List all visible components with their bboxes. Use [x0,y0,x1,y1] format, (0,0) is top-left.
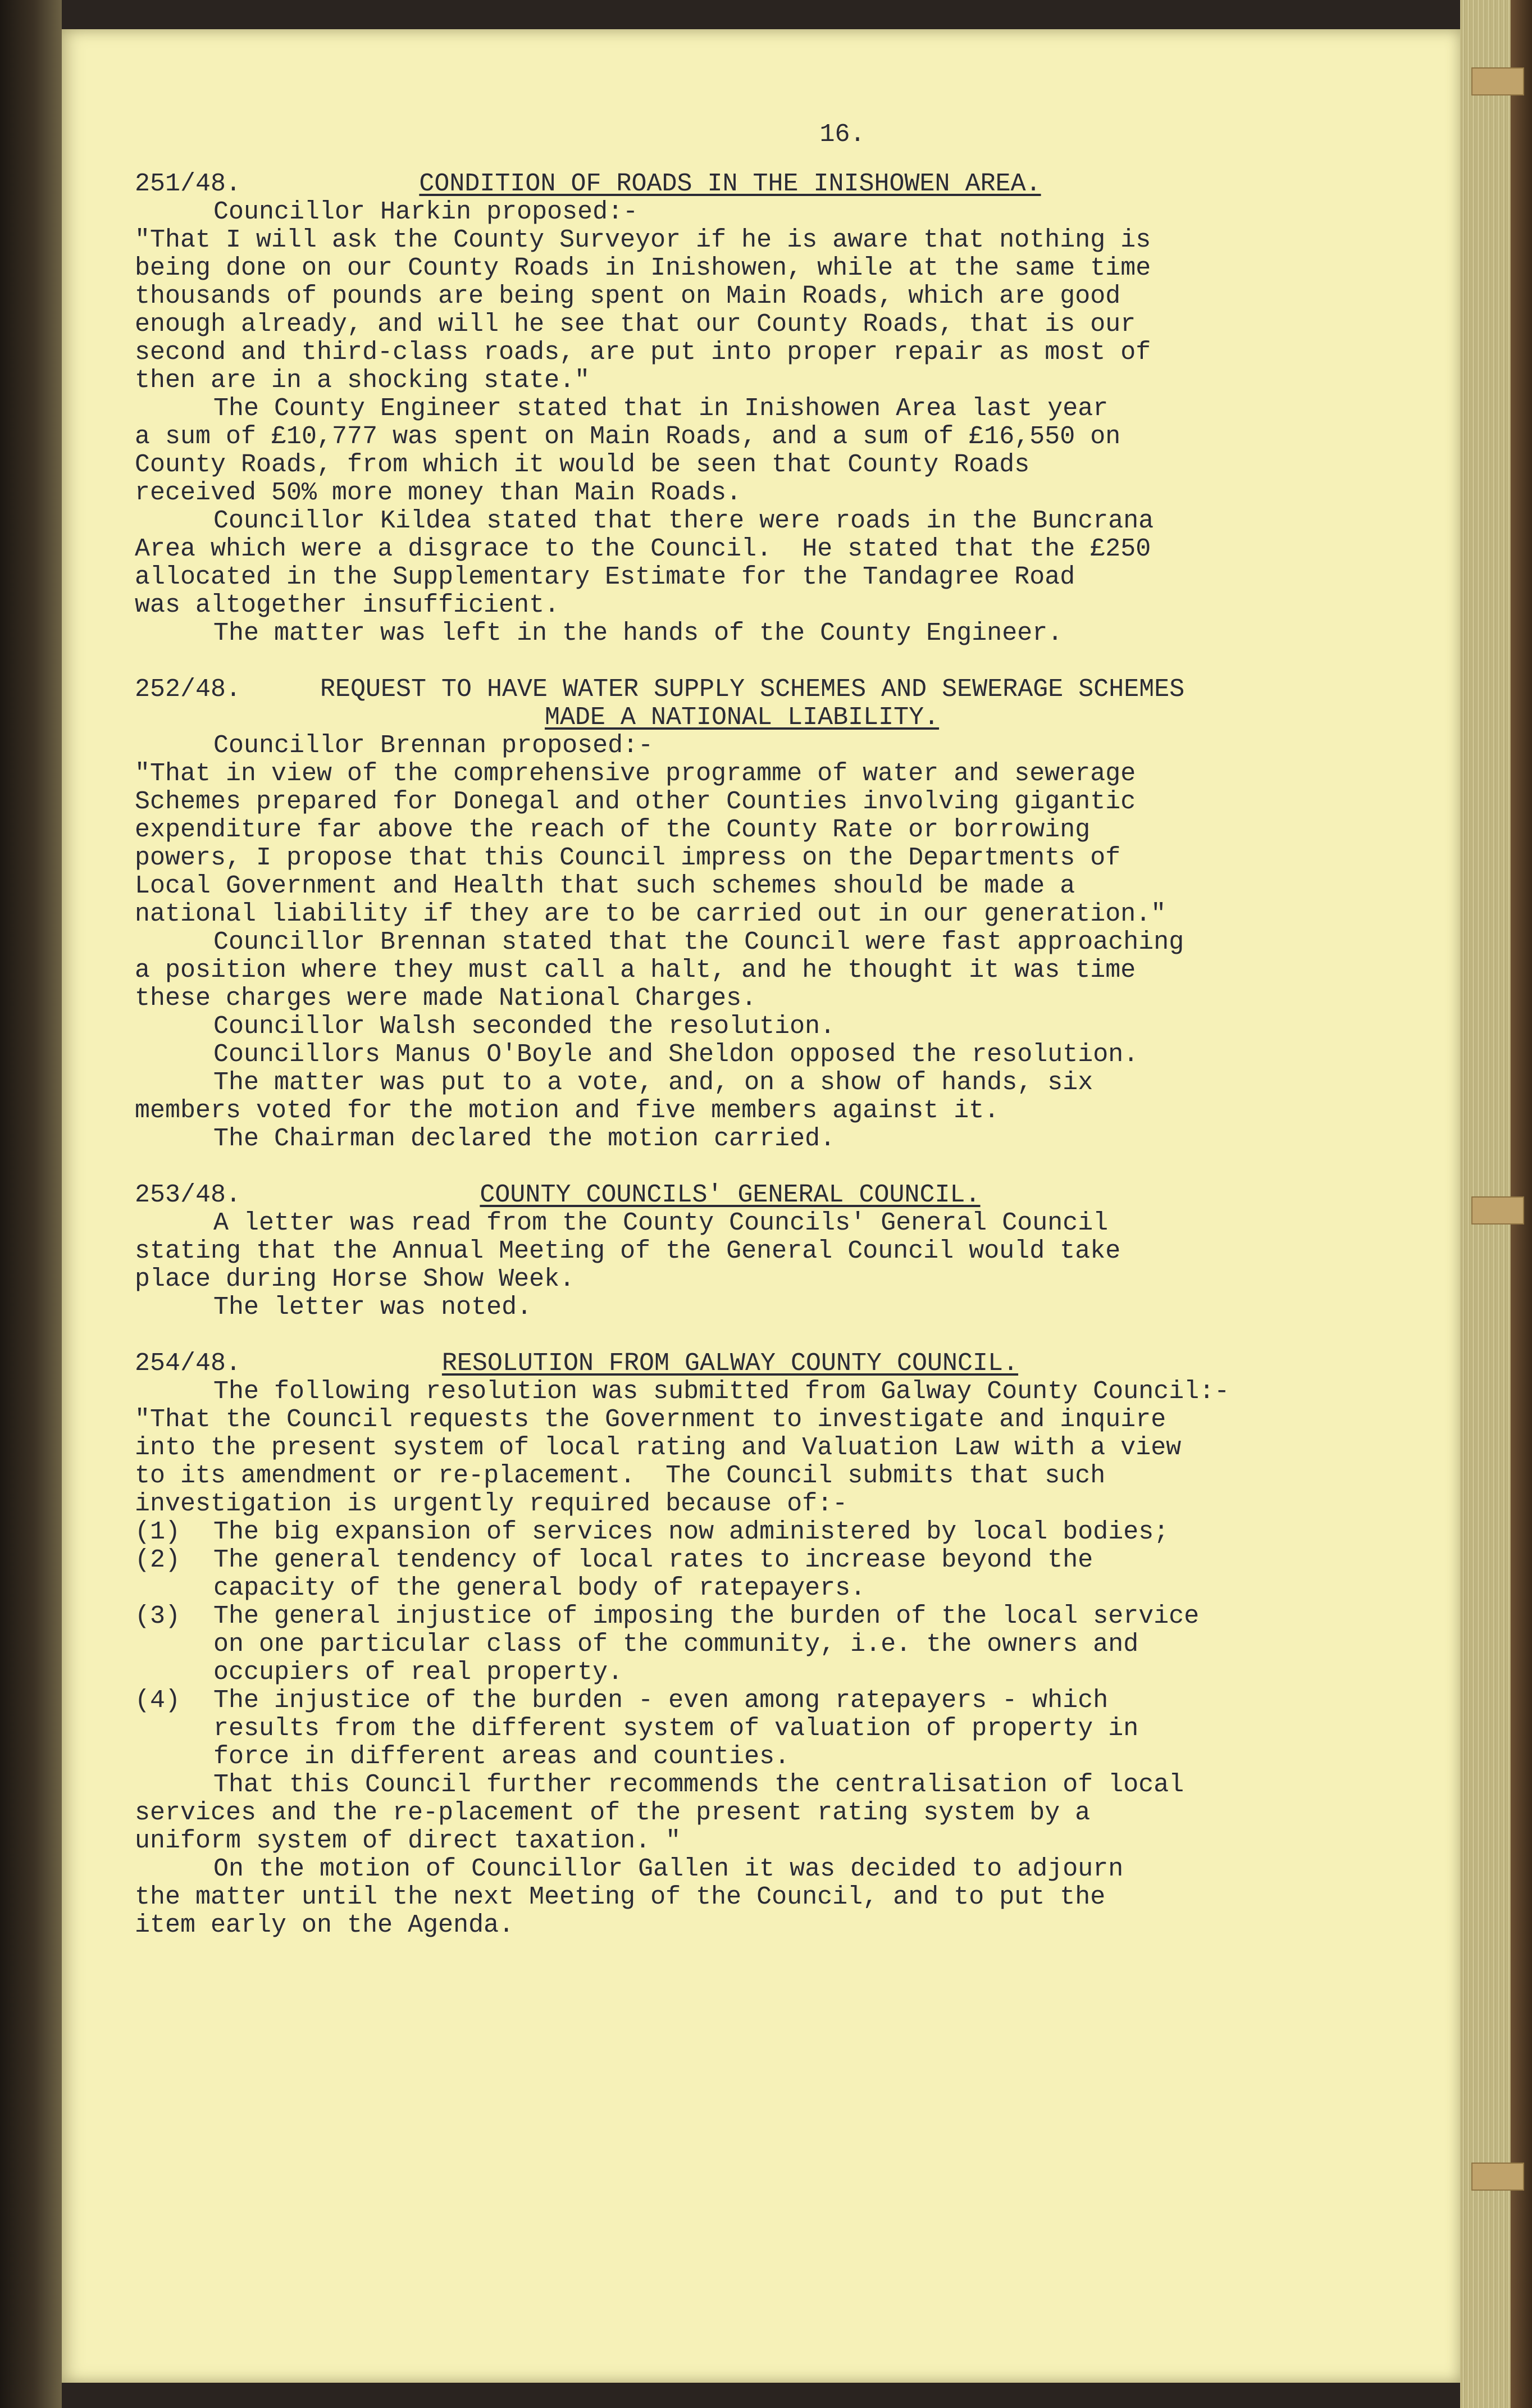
minute-251 [135,170,1381,648]
text-line: Councillor Kildea stated that there were roads in the Buncrana [213,507,1154,535]
list-number: (3) [135,1602,181,1631]
text-line: a sum of £10,777 was spent on Main Roads, and a sum of £16,550 on [135,422,1121,451]
text-line: The matter was put to a vote, and, on a show of hands, six [213,1068,1093,1097]
minute-ref: 252/48. [135,675,241,704]
text-line: second and third-class roads, are put into proper repair as most of [135,338,1151,367]
text-line: being done on our County Roads in Inishowen, while at the same time [135,254,1151,283]
minute-ref: 251/48. [135,170,241,198]
text-line: That this Council further recommends the centralisation of local [213,1770,1184,1799]
list-text: The injustice of the burden - even among ratepayers - which results from the different system of valuation of property in force in different areas and counties. [213,1686,1139,1771]
left-binding-shadow [0,0,62,2408]
minute-252 [135,676,1381,1153]
text-line: members voted for the motion and five members against it. [135,1096,1000,1125]
text-line: was altogether insufficient. [135,591,560,620]
text-line: A letter was read from the County Councils' General Council [213,1209,1109,1237]
list-item [135,1603,1381,1687]
text-line: item early on the Agenda. [135,1911,514,1940]
text-line: The County Engineer stated that in Inishowen Area last year [213,394,1109,423]
text-line: Councillor Brennan proposed:- [213,731,654,760]
minute-ref: 253/48. [135,1181,241,1209]
text-line: services and the re-placement of the present rating system by a [135,1799,1091,1827]
text-line: then are in a shocking state." [135,366,590,395]
list-number: (4) [135,1686,181,1715]
list-text: The general injustice of imposing the burden of the local service on one particular class of the community, i.e. the owners and occupiers of real property. [213,1602,1200,1687]
text-line: to its amendment or re-placement. The Council submits that such [135,1462,1106,1490]
binding-tab [1471,2163,1524,2191]
text-line: Councillor Brennan stated that the Council were fast approaching [213,928,1184,957]
text-line: enough already, and will he see that our County Roads, that is our [135,310,1136,339]
text-line: thousands of pounds are being spent on Main Roads, which are good [135,282,1121,311]
binding-tab [1471,1196,1524,1225]
text-line: expenditure far above the reach of the County Rate or borrowing [135,816,1091,844]
minute-title: CONDITION OF ROADS IN THE INISHOWEN AREA. [419,170,1041,198]
minute-heading [135,676,1381,732]
binding-tab [1471,67,1524,95]
text-line: Councillor Harkin proposed:- [213,198,639,226]
text-line: place during Horse Show Week. [135,1265,575,1294]
text-line: On the motion of Councillor Gallen it was decided to adjourn [213,1855,1124,1883]
list-item [135,1518,1381,1546]
list-number: (2) [135,1546,181,1574]
list-text: The general tendency of local rates to increase beyond the capacity of the general body of ratepayers. [213,1546,1093,1603]
text-line: The following resolution was submitted from Galway County Council:- [213,1377,1230,1406]
text-line: powers, I propose that this Council impress on the Departments of [135,844,1121,872]
minute-heading [135,1181,1381,1209]
text-line: Councillors Manus O'Boyle and Sheldon opposed the resolution. [213,1040,1139,1069]
minute-253 [135,1181,1381,1322]
list-number: (1) [135,1518,181,1546]
minute-heading [135,170,1381,198]
text-line: national liability if they are to be carried out in our generation." [135,900,1166,928]
minute-title-line2: MADE A NATIONAL LIABILITY. [545,703,940,732]
text-line: stating that the Annual Meeting of the General Council would take [135,1237,1121,1266]
text-line: uniform system of direct taxation. " [135,1827,681,1855]
document-text [135,121,1381,1968]
text-line: allocated in the Supplementary Estimate for the Tandagree Road [135,563,1075,591]
text-line: Local Government and Health that such schemes should be made a [135,872,1075,900]
text-line: into the present system of local rating and Valuation Law with a view [135,1433,1182,1462]
text-line: The matter was left in the hands of the County Engineer. [213,619,1063,648]
text-line: "That I will ask the County Surveyor if he is aware that nothing is [135,226,1151,254]
text-line: Area which were a disgrace to the Council. He stated that the £250 [135,535,1151,563]
list-item [135,1546,1381,1603]
minute-heading [135,1350,1381,1378]
text-line: Councillor Walsh seconded the resolution. [213,1012,836,1041]
list-text: The big expansion of services now administered by local bodies; [213,1518,1169,1546]
minute-title: RESOLUTION FROM GALWAY COUNTY COUNCIL. [441,1349,1019,1378]
text-line: these charges were made National Charges. [135,984,757,1013]
minute-title: COUNTY COUNCILS' GENERAL COUNCIL. [480,1181,981,1209]
text-line: a position where they must call a halt, and he thought it was time [135,956,1136,985]
text-line: the matter until the next Meeting of the Council, and to put the [135,1883,1106,1911]
minute-title-line1: REQUEST TO HAVE WATER SUPPLY SCHEMES AND SEWERAGE SCHEMES [320,675,1185,704]
page-number: 16. [819,120,865,149]
text-line: "That in view of the comprehensive programme of water and sewerage [135,759,1136,788]
text-line: received 50% more money than Main Roads. [135,479,742,507]
list-item [135,1687,1381,1771]
minute-ref: 254/48. [135,1349,241,1378]
text-line: The letter was noted. [213,1293,532,1322]
text-line: Schemes prepared for Donegal and other Counties involving gigantic [135,788,1136,816]
minute-254 [135,1350,1381,1940]
text-line: "That the Council requests the Government to investigate and inquire [135,1405,1166,1434]
text-line: County Roads, from which it would be seen that County Roads [135,450,1030,479]
text-line: The Chairman declared the motion carried. [213,1125,836,1153]
text-line: investigation is urgently required because of:- [135,1490,848,1518]
